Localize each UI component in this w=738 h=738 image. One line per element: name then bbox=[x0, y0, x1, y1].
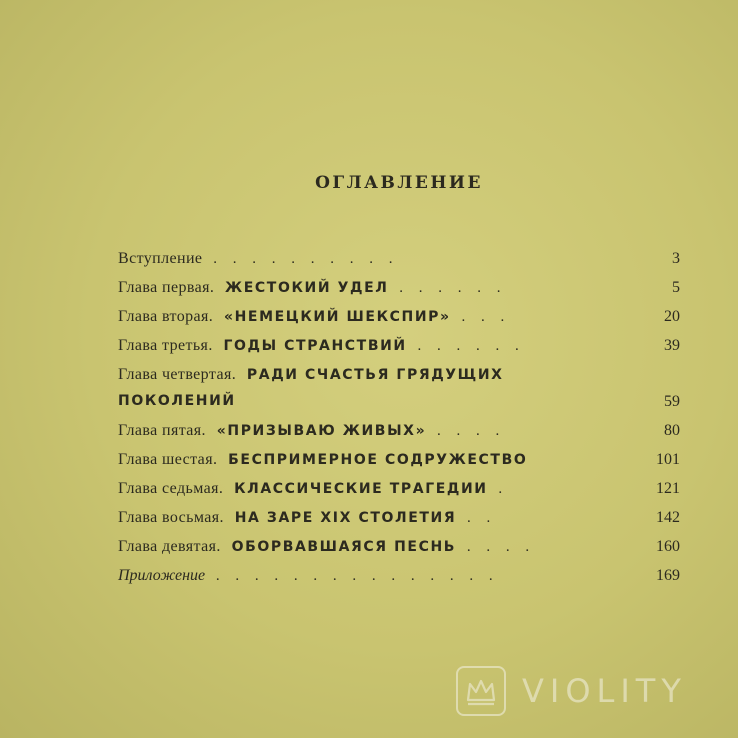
toc-entry-chapter-3 bbox=[118, 331, 680, 360]
chapter-title: КЛАССИЧЕСКИЕ ТРАГЕДИИ bbox=[234, 481, 488, 497]
entry-prefix: Глава девятая. bbox=[118, 538, 221, 555]
page-title: ОГЛАВЛЕНИЕ bbox=[315, 173, 483, 193]
entry-prefix: Глава шестая. bbox=[118, 451, 218, 468]
chapter-title: НА ЗАРЕ XIX СТОЛЕТИЯ bbox=[234, 510, 457, 526]
page-number: 5 bbox=[672, 279, 680, 296]
entry-prefix: Глава седьмая. bbox=[118, 480, 224, 497]
entry-prefix: Глава вторая. bbox=[118, 308, 214, 325]
toc-entry-chapter-5 bbox=[118, 416, 680, 445]
leader-dots: . . . . . . bbox=[417, 338, 525, 354]
toc-entry-chapter-8 bbox=[118, 503, 680, 532]
entry-prefix: Приложение bbox=[118, 567, 206, 584]
toc-entry-chapter-4 bbox=[118, 360, 680, 416]
chapter-title: ОБОРВАВШАЯСЯ ПЕСНЬ bbox=[231, 539, 457, 555]
chapter-title: «ПРИЗЫВАЮ ЖИВЫХ» bbox=[216, 423, 427, 439]
page-number: 80 bbox=[664, 422, 680, 439]
leader-dots: . . . . . . bbox=[399, 280, 507, 296]
toc-entry-introduction bbox=[118, 244, 680, 273]
page-number: 59 bbox=[664, 393, 680, 410]
entry-prefix: Вступление bbox=[118, 250, 203, 267]
page-number: 3 bbox=[672, 250, 680, 267]
crown-logo-icon bbox=[456, 666, 506, 716]
entry-prefix: Глава третья. bbox=[118, 337, 213, 354]
page-number: 169 bbox=[656, 567, 680, 584]
leader-dots: . . . . bbox=[437, 423, 506, 439]
chapter-title: «НЕМЕЦКИЙ ШЕКСПИР» bbox=[223, 309, 451, 325]
chapter-title: БЕСПРИМЕРНОЕ СОДРУЖЕСТВО bbox=[228, 452, 528, 468]
entry-prefix: Глава четвертая. bbox=[118, 366, 237, 383]
page-number: 39 bbox=[664, 337, 680, 354]
leader-dots: . bbox=[498, 481, 509, 497]
watermark-text: VIOLITY bbox=[522, 672, 687, 710]
watermark bbox=[456, 666, 726, 722]
chapter-title-line2: ПОКОЛЕНИЙ bbox=[118, 393, 236, 409]
leader-dots: . . . bbox=[461, 309, 511, 325]
leader-dots: . . bbox=[467, 510, 497, 526]
page-number: 101 bbox=[656, 451, 680, 468]
page-number: 142 bbox=[656, 509, 680, 526]
entry-prefix: Глава пятая. bbox=[118, 422, 206, 439]
chapter-title: ГОДЫ СТРАНСТВИЙ bbox=[223, 338, 407, 354]
toc-entry-chapter-9 bbox=[118, 532, 680, 561]
entry-prefix: Глава первая. bbox=[118, 279, 215, 296]
page-number: 20 bbox=[664, 308, 680, 325]
toc-entry-appendix bbox=[118, 561, 680, 590]
leader-dots: . . . . . . . . . . . . . . . bbox=[215, 568, 499, 584]
toc-entry-chapter-1 bbox=[118, 273, 680, 302]
entry-prefix: Глава восьмая. bbox=[118, 509, 224, 526]
chapter-title: РАДИ СЧАСТЬЯ ГРЯДУЩИХ bbox=[246, 367, 504, 383]
toc-entry-chapter-7 bbox=[118, 474, 680, 503]
toc-entry-chapter-6 bbox=[118, 445, 680, 474]
leader-dots: . . . . bbox=[466, 539, 536, 555]
leader-dots: . . . . . . . . . . bbox=[213, 251, 399, 267]
table-of-contents bbox=[118, 244, 680, 590]
toc-entry-chapter-2 bbox=[118, 302, 680, 331]
chapter-title: ЖЕСТОКИЙ УДЕЛ bbox=[225, 280, 389, 296]
page-number: 121 bbox=[656, 480, 680, 497]
page-number: 160 bbox=[656, 538, 680, 555]
